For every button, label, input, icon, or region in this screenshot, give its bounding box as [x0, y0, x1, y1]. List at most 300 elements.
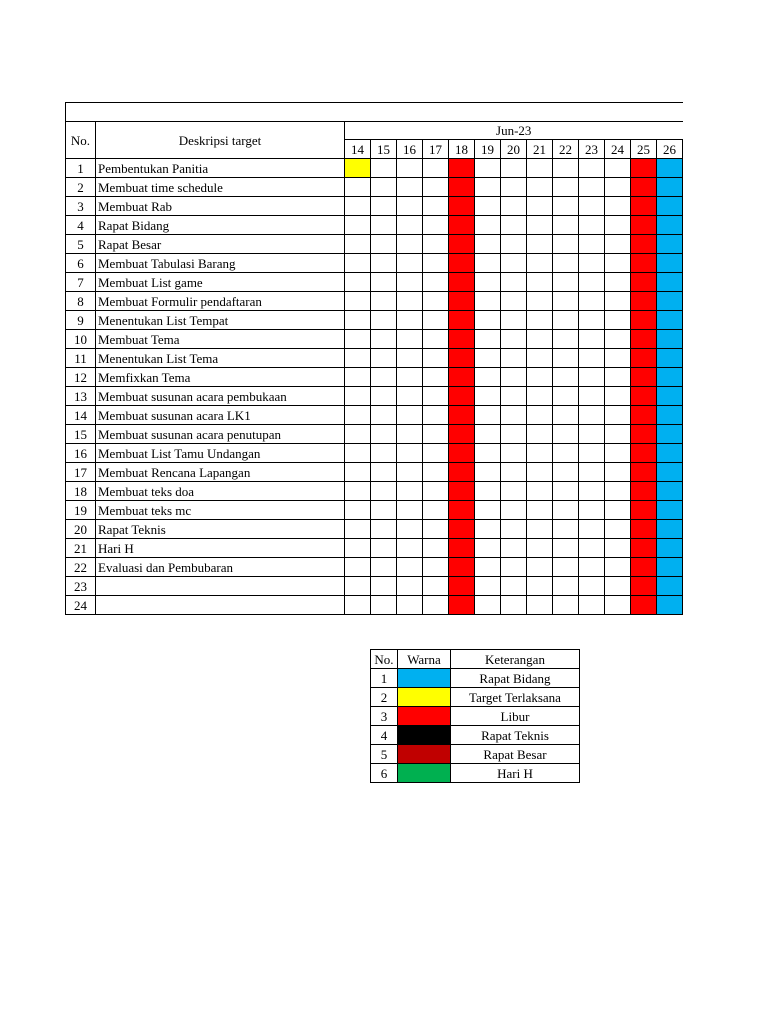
- row-description[interactable]: Rapat Besar: [96, 235, 345, 254]
- schedule-cell[interactable]: [475, 178, 501, 197]
- schedule-cell[interactable]: [527, 577, 553, 596]
- schedule-cell[interactable]: [449, 330, 475, 349]
- schedule-cell[interactable]: [371, 235, 397, 254]
- schedule-cell[interactable]: [345, 596, 371, 615]
- schedule-cell[interactable]: [631, 444, 657, 463]
- schedule-cell[interactable]: [423, 577, 449, 596]
- schedule-cell[interactable]: [345, 311, 371, 330]
- schedule-cell[interactable]: [527, 197, 553, 216]
- schedule-cell[interactable]: [605, 216, 631, 235]
- schedule-cell[interactable]: [527, 463, 553, 482]
- schedule-cell[interactable]: [579, 482, 605, 501]
- schedule-cell[interactable]: [345, 235, 371, 254]
- schedule-cell[interactable]: [579, 292, 605, 311]
- schedule-cell[interactable]: [449, 463, 475, 482]
- schedule-cell[interactable]: [449, 273, 475, 292]
- schedule-cell[interactable]: [579, 425, 605, 444]
- schedule-cell[interactable]: [657, 197, 683, 216]
- schedule-cell[interactable]: [501, 387, 527, 406]
- schedule-cell[interactable]: [423, 311, 449, 330]
- schedule-cell[interactable]: [631, 178, 657, 197]
- schedule-cell[interactable]: [631, 501, 657, 520]
- schedule-cell[interactable]: [345, 463, 371, 482]
- schedule-cell[interactable]: [527, 311, 553, 330]
- schedule-cell[interactable]: [449, 368, 475, 387]
- schedule-cell[interactable]: [657, 558, 683, 577]
- schedule-cell[interactable]: [423, 596, 449, 615]
- schedule-cell[interactable]: [657, 520, 683, 539]
- schedule-cell[interactable]: [631, 482, 657, 501]
- schedule-cell[interactable]: [527, 425, 553, 444]
- schedule-cell[interactable]: [475, 463, 501, 482]
- row-number[interactable]: 12: [66, 368, 96, 387]
- schedule-cell[interactable]: [449, 292, 475, 311]
- schedule-cell[interactable]: [345, 501, 371, 520]
- schedule-cell[interactable]: [371, 330, 397, 349]
- schedule-cell[interactable]: [371, 520, 397, 539]
- schedule-cell[interactable]: [423, 235, 449, 254]
- schedule-cell[interactable]: [397, 520, 423, 539]
- schedule-cell[interactable]: [345, 577, 371, 596]
- schedule-cell[interactable]: [449, 216, 475, 235]
- schedule-cell[interactable]: [657, 273, 683, 292]
- schedule-cell[interactable]: [371, 539, 397, 558]
- schedule-cell[interactable]: [527, 216, 553, 235]
- schedule-cell[interactable]: [605, 330, 631, 349]
- schedule-cell[interactable]: [449, 197, 475, 216]
- row-description[interactable]: Evaluasi dan Pembubaran: [96, 558, 345, 577]
- schedule-cell[interactable]: [475, 406, 501, 425]
- schedule-cell[interactable]: [423, 216, 449, 235]
- schedule-cell[interactable]: [475, 197, 501, 216]
- schedule-cell[interactable]: [345, 216, 371, 235]
- schedule-cell[interactable]: [397, 596, 423, 615]
- schedule-cell[interactable]: [605, 539, 631, 558]
- schedule-cell[interactable]: [371, 463, 397, 482]
- schedule-cell[interactable]: [371, 444, 397, 463]
- schedule-cell[interactable]: [397, 197, 423, 216]
- schedule-cell[interactable]: [449, 558, 475, 577]
- schedule-cell[interactable]: [553, 501, 579, 520]
- schedule-cell[interactable]: [631, 292, 657, 311]
- schedule-cell[interactable]: [579, 330, 605, 349]
- schedule-cell[interactable]: [423, 178, 449, 197]
- schedule-cell[interactable]: [475, 292, 501, 311]
- schedule-cell[interactable]: [527, 292, 553, 311]
- schedule-cell[interactable]: [605, 387, 631, 406]
- schedule-cell[interactable]: [501, 178, 527, 197]
- schedule-cell[interactable]: [397, 178, 423, 197]
- schedule-cell[interactable]: [449, 539, 475, 558]
- schedule-cell[interactable]: [631, 558, 657, 577]
- schedule-cell[interactable]: [657, 444, 683, 463]
- schedule-cell[interactable]: [449, 482, 475, 501]
- title-cell[interactable]: [66, 103, 683, 122]
- schedule-cell[interactable]: [605, 463, 631, 482]
- schedule-cell[interactable]: [631, 387, 657, 406]
- schedule-cell[interactable]: [345, 273, 371, 292]
- schedule-cell[interactable]: [657, 216, 683, 235]
- schedule-cell[interactable]: [423, 273, 449, 292]
- row-description[interactable]: Membuat Tabulasi Barang: [96, 254, 345, 273]
- schedule-cell[interactable]: [345, 254, 371, 273]
- row-number[interactable]: 8: [66, 292, 96, 311]
- row-number[interactable]: 13: [66, 387, 96, 406]
- schedule-cell[interactable]: [501, 463, 527, 482]
- schedule-cell[interactable]: [345, 482, 371, 501]
- schedule-cell[interactable]: [579, 539, 605, 558]
- schedule-cell[interactable]: [501, 558, 527, 577]
- schedule-cell[interactable]: [397, 292, 423, 311]
- schedule-cell[interactable]: [631, 311, 657, 330]
- schedule-cell[interactable]: [527, 444, 553, 463]
- schedule-cell[interactable]: [553, 577, 579, 596]
- row-number[interactable]: 20: [66, 520, 96, 539]
- schedule-cell[interactable]: [501, 577, 527, 596]
- schedule-cell[interactable]: [657, 387, 683, 406]
- schedule-cell[interactable]: [501, 235, 527, 254]
- row-number[interactable]: 11: [66, 349, 96, 368]
- schedule-cell[interactable]: [631, 520, 657, 539]
- row-description[interactable]: [96, 596, 345, 615]
- schedule-cell[interactable]: [345, 520, 371, 539]
- legend-number[interactable]: 5: [371, 745, 398, 764]
- schedule-cell[interactable]: [657, 406, 683, 425]
- schedule-cell[interactable]: [657, 235, 683, 254]
- schedule-cell[interactable]: [371, 349, 397, 368]
- schedule-cell[interactable]: [397, 159, 423, 178]
- schedule-cell[interactable]: [553, 311, 579, 330]
- schedule-cell[interactable]: [449, 444, 475, 463]
- legend-number[interactable]: 4: [371, 726, 398, 745]
- schedule-cell[interactable]: [371, 311, 397, 330]
- schedule-cell[interactable]: [631, 197, 657, 216]
- schedule-cell[interactable]: [345, 387, 371, 406]
- schedule-cell[interactable]: [475, 387, 501, 406]
- legend-color-swatch[interactable]: [398, 745, 451, 764]
- schedule-cell[interactable]: [345, 406, 371, 425]
- schedule-cell[interactable]: [345, 292, 371, 311]
- row-description[interactable]: Membuat time schedule: [96, 178, 345, 197]
- schedule-cell[interactable]: [527, 235, 553, 254]
- legend-color-swatch[interactable]: [398, 764, 451, 783]
- legend-label[interactable]: Rapat Besar: [451, 745, 580, 764]
- schedule-cell[interactable]: [579, 254, 605, 273]
- legend-label[interactable]: Libur: [451, 707, 580, 726]
- schedule-cell[interactable]: [605, 368, 631, 387]
- schedule-cell[interactable]: [631, 463, 657, 482]
- schedule-cell[interactable]: [579, 311, 605, 330]
- schedule-cell[interactable]: [449, 254, 475, 273]
- schedule-cell[interactable]: [397, 463, 423, 482]
- schedule-cell[interactable]: [605, 406, 631, 425]
- schedule-cell[interactable]: [371, 178, 397, 197]
- schedule-cell[interactable]: [475, 482, 501, 501]
- schedule-cell[interactable]: [527, 178, 553, 197]
- schedule-cell[interactable]: [527, 596, 553, 615]
- schedule-cell[interactable]: [423, 292, 449, 311]
- schedule-cell[interactable]: [475, 501, 501, 520]
- schedule-cell[interactable]: [449, 235, 475, 254]
- schedule-cell[interactable]: [605, 444, 631, 463]
- schedule-cell[interactable]: [475, 558, 501, 577]
- row-description[interactable]: Membuat teks doa: [96, 482, 345, 501]
- schedule-cell[interactable]: [501, 197, 527, 216]
- schedule-cell[interactable]: [605, 178, 631, 197]
- row-number[interactable]: 4: [66, 216, 96, 235]
- schedule-cell[interactable]: [371, 577, 397, 596]
- schedule-cell[interactable]: [371, 482, 397, 501]
- schedule-cell[interactable]: [475, 273, 501, 292]
- schedule-cell[interactable]: [527, 520, 553, 539]
- schedule-cell[interactable]: [423, 387, 449, 406]
- schedule-cell[interactable]: [553, 444, 579, 463]
- schedule-cell[interactable]: [449, 406, 475, 425]
- schedule-cell[interactable]: [475, 577, 501, 596]
- schedule-cell[interactable]: [501, 159, 527, 178]
- legend-label[interactable]: Target Terlaksana: [451, 688, 580, 707]
- schedule-cell[interactable]: [345, 368, 371, 387]
- schedule-cell[interactable]: [475, 368, 501, 387]
- row-description[interactable]: Rapat Teknis: [96, 520, 345, 539]
- schedule-cell[interactable]: [605, 520, 631, 539]
- schedule-cell[interactable]: [501, 330, 527, 349]
- schedule-cell[interactable]: [449, 501, 475, 520]
- schedule-cell[interactable]: [657, 577, 683, 596]
- row-number[interactable]: 10: [66, 330, 96, 349]
- schedule-cell[interactable]: [371, 159, 397, 178]
- schedule-cell[interactable]: [579, 159, 605, 178]
- schedule-cell[interactable]: [657, 292, 683, 311]
- row-number[interactable]: 7: [66, 273, 96, 292]
- row-description[interactable]: Memfixkan Tema: [96, 368, 345, 387]
- schedule-cell[interactable]: [657, 501, 683, 520]
- schedule-cell[interactable]: [631, 273, 657, 292]
- schedule-cell[interactable]: [631, 368, 657, 387]
- schedule-cell[interactable]: [527, 558, 553, 577]
- schedule-cell[interactable]: [605, 425, 631, 444]
- row-description[interactable]: Membuat List Tamu Undangan: [96, 444, 345, 463]
- schedule-cell[interactable]: [527, 349, 553, 368]
- schedule-cell[interactable]: [501, 311, 527, 330]
- schedule-cell[interactable]: [397, 216, 423, 235]
- schedule-cell[interactable]: [527, 501, 553, 520]
- schedule-cell[interactable]: [605, 501, 631, 520]
- schedule-cell[interactable]: [605, 235, 631, 254]
- schedule-cell[interactable]: [579, 387, 605, 406]
- schedule-cell[interactable]: [397, 539, 423, 558]
- schedule-cell[interactable]: [345, 330, 371, 349]
- schedule-cell[interactable]: [553, 463, 579, 482]
- schedule-cell[interactable]: [475, 311, 501, 330]
- schedule-cell[interactable]: [501, 406, 527, 425]
- schedule-cell[interactable]: [475, 425, 501, 444]
- schedule-cell[interactable]: [579, 368, 605, 387]
- schedule-cell[interactable]: [397, 501, 423, 520]
- schedule-cell[interactable]: [553, 330, 579, 349]
- schedule-cell[interactable]: [631, 216, 657, 235]
- schedule-cell[interactable]: [397, 330, 423, 349]
- schedule-cell[interactable]: [605, 197, 631, 216]
- row-description[interactable]: Menentukan List Tema: [96, 349, 345, 368]
- legend-number[interactable]: 1: [371, 669, 398, 688]
- row-number[interactable]: 17: [66, 463, 96, 482]
- schedule-cell[interactable]: [345, 197, 371, 216]
- schedule-cell[interactable]: [553, 425, 579, 444]
- schedule-cell[interactable]: [371, 406, 397, 425]
- schedule-cell[interactable]: [657, 368, 683, 387]
- row-number[interactable]: 5: [66, 235, 96, 254]
- row-number[interactable]: 6: [66, 254, 96, 273]
- schedule-cell[interactable]: [631, 425, 657, 444]
- schedule-cell[interactable]: [657, 482, 683, 501]
- schedule-cell[interactable]: [397, 577, 423, 596]
- schedule-cell[interactable]: [553, 178, 579, 197]
- schedule-cell[interactable]: [631, 159, 657, 178]
- row-description[interactable]: Membuat susunan acara LK1: [96, 406, 345, 425]
- schedule-cell[interactable]: [397, 254, 423, 273]
- schedule-cell[interactable]: [605, 482, 631, 501]
- schedule-cell[interactable]: [371, 292, 397, 311]
- row-number[interactable]: 19: [66, 501, 96, 520]
- schedule-cell[interactable]: [605, 273, 631, 292]
- schedule-cell[interactable]: [579, 197, 605, 216]
- schedule-cell[interactable]: [527, 406, 553, 425]
- schedule-cell[interactable]: [423, 501, 449, 520]
- row-description[interactable]: Rapat Bidang: [96, 216, 345, 235]
- schedule-cell[interactable]: [657, 330, 683, 349]
- schedule-cell[interactable]: [553, 482, 579, 501]
- schedule-cell[interactable]: [397, 444, 423, 463]
- schedule-cell[interactable]: [423, 349, 449, 368]
- legend-number[interactable]: 3: [371, 707, 398, 726]
- schedule-cell[interactable]: [371, 368, 397, 387]
- schedule-cell[interactable]: [553, 273, 579, 292]
- legend-label[interactable]: Rapat Bidang: [451, 669, 580, 688]
- schedule-cell[interactable]: [345, 349, 371, 368]
- row-description[interactable]: [96, 577, 345, 596]
- schedule-cell[interactable]: [345, 178, 371, 197]
- schedule-cell[interactable]: [553, 558, 579, 577]
- schedule-cell[interactable]: [449, 596, 475, 615]
- schedule-cell[interactable]: [553, 539, 579, 558]
- schedule-cell[interactable]: [397, 558, 423, 577]
- schedule-cell[interactable]: [501, 482, 527, 501]
- schedule-cell[interactable]: [657, 311, 683, 330]
- schedule-cell[interactable]: [553, 235, 579, 254]
- row-number[interactable]: 15: [66, 425, 96, 444]
- schedule-cell[interactable]: [553, 368, 579, 387]
- schedule-cell[interactable]: [553, 254, 579, 273]
- schedule-cell[interactable]: [345, 444, 371, 463]
- schedule-cell[interactable]: [449, 349, 475, 368]
- schedule-cell[interactable]: [579, 596, 605, 615]
- schedule-cell[interactable]: [631, 406, 657, 425]
- schedule-cell[interactable]: [397, 349, 423, 368]
- schedule-cell[interactable]: [371, 501, 397, 520]
- schedule-cell[interactable]: [475, 254, 501, 273]
- schedule-cell[interactable]: [631, 254, 657, 273]
- row-number[interactable]: 16: [66, 444, 96, 463]
- row-description[interactable]: Menentukan List Tempat: [96, 311, 345, 330]
- schedule-cell[interactable]: [475, 216, 501, 235]
- schedule-cell[interactable]: [423, 197, 449, 216]
- schedule-cell[interactable]: [579, 501, 605, 520]
- schedule-cell[interactable]: [579, 558, 605, 577]
- schedule-cell[interactable]: [657, 159, 683, 178]
- schedule-cell[interactable]: [657, 425, 683, 444]
- row-number[interactable]: 2: [66, 178, 96, 197]
- schedule-cell[interactable]: [657, 596, 683, 615]
- schedule-cell[interactable]: [475, 444, 501, 463]
- row-description[interactable]: Membuat List game: [96, 273, 345, 292]
- schedule-cell[interactable]: [527, 273, 553, 292]
- schedule-cell[interactable]: [657, 254, 683, 273]
- schedule-cell[interactable]: [397, 368, 423, 387]
- schedule-cell[interactable]: [527, 368, 553, 387]
- schedule-cell[interactable]: [605, 558, 631, 577]
- schedule-cell[interactable]: [501, 501, 527, 520]
- schedule-cell[interactable]: [371, 197, 397, 216]
- schedule-cell[interactable]: [631, 349, 657, 368]
- schedule-cell[interactable]: [527, 482, 553, 501]
- legend-color-swatch[interactable]: [398, 669, 451, 688]
- row-description[interactable]: Membuat teks mc: [96, 501, 345, 520]
- schedule-cell[interactable]: [553, 349, 579, 368]
- row-description[interactable]: Membuat Formulir pendaftaran: [96, 292, 345, 311]
- schedule-cell[interactable]: [579, 463, 605, 482]
- schedule-cell[interactable]: [475, 520, 501, 539]
- legend-label[interactable]: Hari H: [451, 764, 580, 783]
- schedule-cell[interactable]: [501, 596, 527, 615]
- row-description[interactable]: Hari H: [96, 539, 345, 558]
- row-description[interactable]: Membuat Rencana Lapangan: [96, 463, 345, 482]
- schedule-cell[interactable]: [501, 520, 527, 539]
- schedule-cell[interactable]: [345, 539, 371, 558]
- schedule-cell[interactable]: [605, 349, 631, 368]
- schedule-cell[interactable]: [657, 349, 683, 368]
- legend-number[interactable]: 6: [371, 764, 398, 783]
- schedule-cell[interactable]: [475, 596, 501, 615]
- schedule-cell[interactable]: [423, 330, 449, 349]
- schedule-cell[interactable]: [397, 273, 423, 292]
- schedule-cell[interactable]: [371, 273, 397, 292]
- row-number[interactable]: 22: [66, 558, 96, 577]
- schedule-cell[interactable]: [475, 235, 501, 254]
- schedule-cell[interactable]: [449, 387, 475, 406]
- schedule-cell[interactable]: [553, 159, 579, 178]
- schedule-cell[interactable]: [371, 425, 397, 444]
- schedule-cell[interactable]: [371, 387, 397, 406]
- schedule-cell[interactable]: [553, 387, 579, 406]
- schedule-cell[interactable]: [449, 311, 475, 330]
- schedule-cell[interactable]: [397, 482, 423, 501]
- schedule-cell[interactable]: [553, 520, 579, 539]
- legend-color-swatch[interactable]: [398, 726, 451, 745]
- row-number[interactable]: 23: [66, 577, 96, 596]
- schedule-cell[interactable]: [397, 311, 423, 330]
- schedule-cell[interactable]: [449, 577, 475, 596]
- legend-label[interactable]: Rapat Teknis: [451, 726, 580, 745]
- schedule-cell[interactable]: [579, 444, 605, 463]
- schedule-cell[interactable]: [475, 349, 501, 368]
- schedule-cell[interactable]: [475, 539, 501, 558]
- schedule-cell[interactable]: [449, 159, 475, 178]
- schedule-cell[interactable]: [423, 482, 449, 501]
- schedule-cell[interactable]: [475, 330, 501, 349]
- schedule-cell[interactable]: [397, 406, 423, 425]
- schedule-cell[interactable]: [527, 254, 553, 273]
